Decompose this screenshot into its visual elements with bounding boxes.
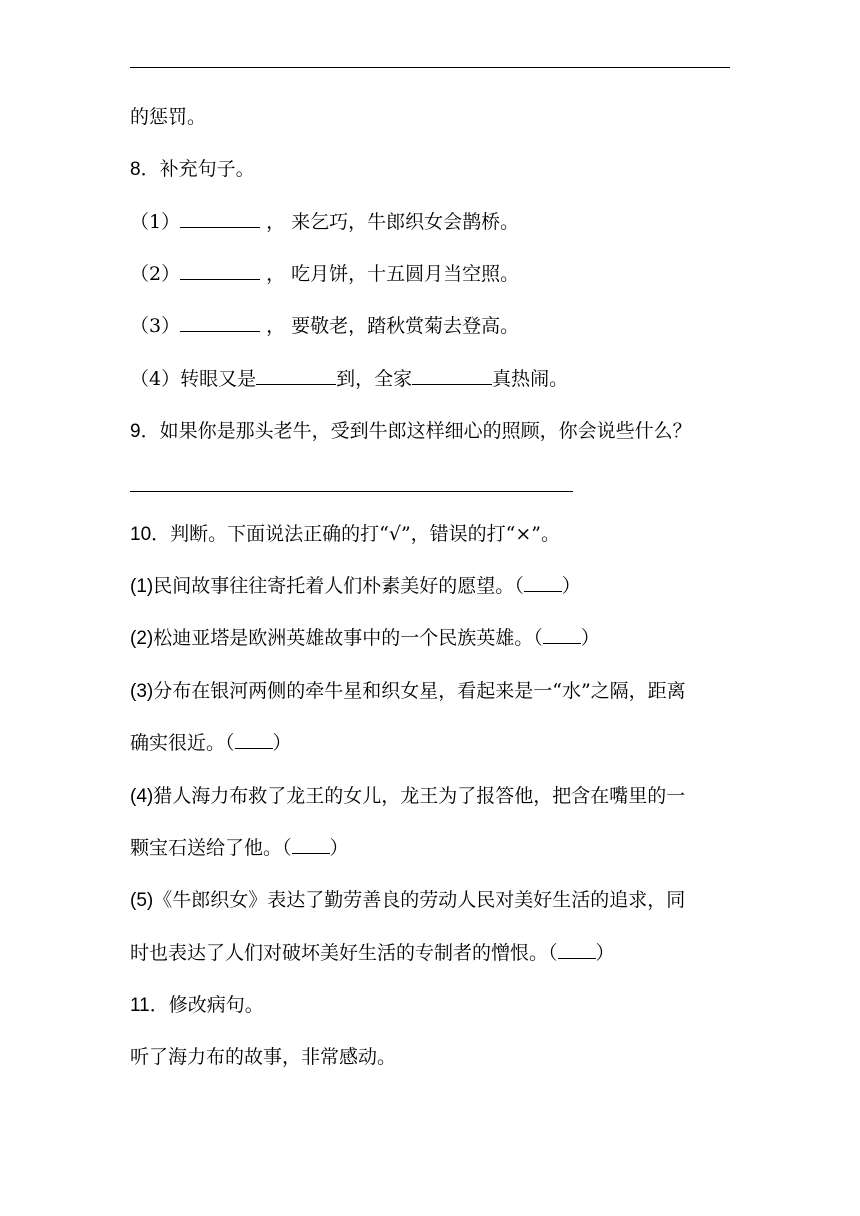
question-10-title (130, 521, 560, 548)
item-text: 松迪亚塔是欧洲英雄故事中的一个民族英雄。（ (153, 627, 543, 649)
item-text: ， 吃月饼，十五圆月当空照。 (266, 263, 520, 285)
question-8-item-1 (130, 209, 519, 235)
item-text: 《牛郎织女》表达了勤劳善良的劳动人民对美好生活的追求，同 (153, 889, 686, 911)
header-rule (130, 67, 730, 68)
fill-blank[interactable] (412, 366, 492, 385)
answer-blank[interactable] (292, 835, 330, 854)
question-number: 10． (130, 524, 171, 545)
question-8-title (130, 156, 255, 183)
text-line (130, 104, 206, 130)
question-text: 修改病句。 (168, 994, 264, 1016)
item-text-a: 转眼又是 (180, 368, 257, 390)
question-8-item-3 (130, 313, 519, 339)
item-text-b: 到，全家 (336, 368, 413, 390)
question-11-sentence (130, 1044, 396, 1070)
question-10-item-5 (130, 887, 685, 914)
question-11-title (130, 992, 264, 1019)
close-paren: ） (272, 732, 292, 754)
question-number: 8． (130, 159, 160, 180)
answer-blank[interactable] (543, 625, 581, 644)
item-label: （2） (130, 263, 181, 285)
item-label: (5) (130, 890, 154, 911)
item-label: (4) (130, 786, 154, 807)
question-text: 补充句子。 (159, 158, 255, 180)
item-text: 猎人海力布救了龙王的女儿，龙王为了报答他，把含在嘴里的一 (153, 785, 686, 807)
close-paren: ） (580, 627, 600, 649)
fill-blank[interactable] (180, 261, 260, 280)
close-paren: ） (595, 942, 615, 964)
question-8-item-4 (130, 366, 568, 392)
item-text: 民间故事往往寄托着人们朴素美好的愿望。（ (153, 575, 524, 597)
item-label: (3) (130, 681, 154, 702)
item-label: （1） (130, 211, 181, 233)
item-text: ， 来乞巧，牛郎织女会鹊桥。 (266, 211, 520, 233)
item-text: 确实很近。（ (130, 732, 235, 754)
item-label: (2) (130, 628, 154, 649)
fill-blank[interactable] (180, 313, 260, 332)
item-text: ， 要敬老，踏秋赏菊去登高。 (266, 315, 520, 337)
question-10-item-3 (130, 678, 686, 705)
item-text-c: 真热闹。 (492, 368, 569, 390)
item-text: 时也表达了人们对破坏美好生活的专制者的憎恨。（ (130, 942, 558, 964)
item-label: (1) (130, 576, 154, 597)
item-label: （3） (130, 315, 181, 337)
question-8-item-2 (130, 261, 519, 287)
question-text: 如果你是那头老牛，受到牛郎这样细心的照顾，你会说些什么？ (159, 420, 692, 442)
question-10-item-5-cont (130, 940, 615, 966)
answer-blank[interactable] (558, 940, 596, 959)
question-number: 9． (130, 421, 160, 442)
answer-blank[interactable] (524, 573, 562, 592)
close-paren: ） (329, 837, 349, 859)
answer-blank[interactable] (235, 730, 273, 749)
item-text: 颗宝石送给了他。（ (130, 837, 292, 859)
sentence-text: 听了海力布的故事，非常感动。 (130, 1046, 397, 1068)
fill-blank[interactable] (180, 209, 260, 228)
question-text: 判断。下面说法正确的打“√”，错误的打“×”。 (170, 523, 561, 545)
fill-blank[interactable] (256, 366, 336, 385)
question-10-item-4-cont (130, 835, 349, 861)
close-paren: ） (561, 575, 581, 597)
question-10-item-1 (130, 573, 581, 600)
answer-line[interactable] (130, 491, 573, 492)
item-text: 分布在银河两侧的牵牛星和织女星，看起来是一“水”之隔，距离 (153, 680, 686, 702)
question-10-item-2 (130, 625, 600, 652)
item-label: （4） (130, 368, 181, 390)
question-number: 11． (130, 995, 169, 1016)
question-10-item-3-cont (130, 730, 292, 756)
question-10-item-4 (130, 783, 685, 810)
question-9-title (130, 418, 692, 445)
line-text: 的惩罚。 (130, 106, 207, 128)
